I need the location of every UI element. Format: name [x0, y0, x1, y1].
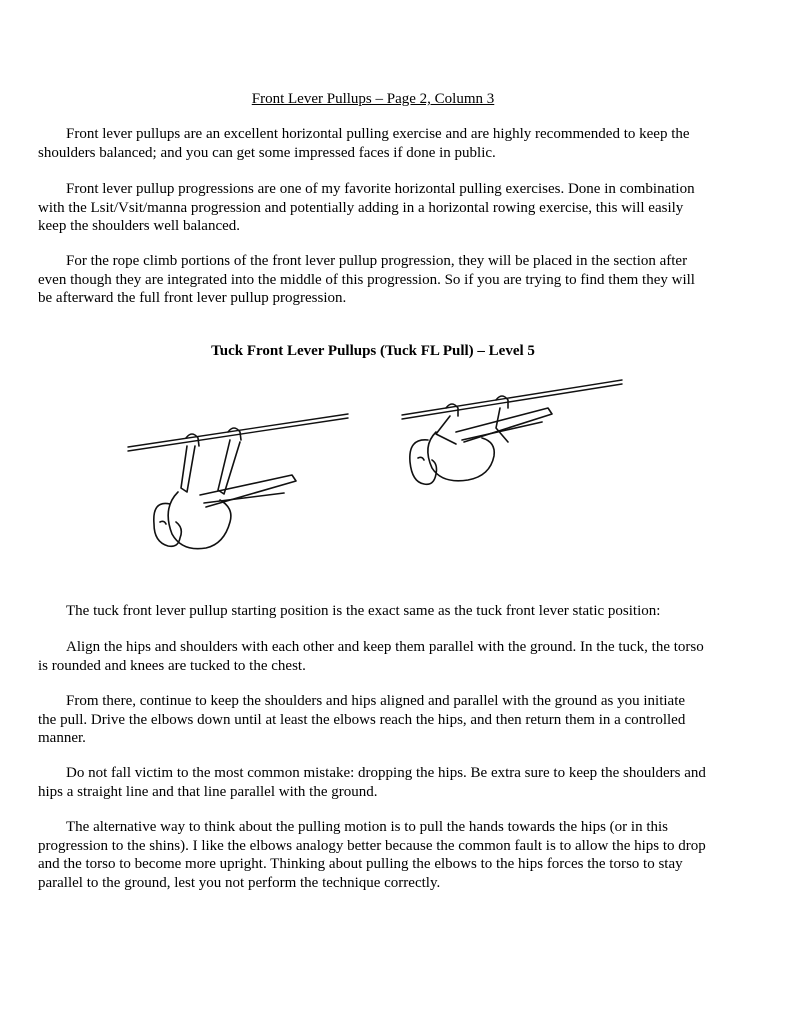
left-arm — [181, 446, 195, 492]
page-title: Front Lever Pullups – Page 2, Column 3 — [251, 91, 495, 107]
pullup-bar — [402, 380, 622, 415]
right-arm — [496, 408, 508, 442]
body-paragraph-3: From there, continue to keep the shoulders and hips aligned and parallel with the ground as you initiate the pull. Drive the elbows down until at least the elbows reach the hips, and then return them in a controlled manner. — [38, 693, 686, 746]
head — [410, 440, 437, 484]
body-paragraph-1: The tuck front lever pullup starting position is the exact same as the tuck front lever static position: — [66, 603, 661, 619]
intro-paragraph-1: Front lever pullups are an excellent horizontal pulling exercise and are highly recommended to keep the shoulders balanced; and you can get some impressed faces if done in public. — [38, 126, 690, 161]
tuck-front-lever-start-illustration — [120, 400, 360, 570]
right-arm — [218, 440, 240, 494]
intro-paragraph-3: For the rope climb portions of the front lever pullup progression, they will be placed in the section after even though they are integrated into the middle of this progression. So if you are trying to find them they will be afterward the full front lever pullup progression. — [38, 253, 695, 306]
body-paragraph-5: The alternative way to think about the pulling motion is to pull the hands towards the hips (or in this progression to the shins). I like the elbows analogy better because the common fault is to allow the hips to drop and the torso to become more upright. Thinking about pulling the elbows to the hips forces the torso to stay parallel to the ground, lest you not perform the technique correctly. — [38, 819, 706, 891]
intro-paragraph-2: Front lever pullup progressions are one of my favorite horizontal pulling exercises. Done in combination with the Lsit/Vsit/manna progression and potentially adding in a horizontal rowing exercise, this will easily keep the shoulders well balanced. — [38, 181, 695, 234]
left-arm — [436, 416, 456, 444]
section-heading: Tuck Front Lever Pullups (Tuck FL Pull) – Level 5 — [211, 343, 535, 359]
torso — [428, 432, 494, 481]
body-paragraph-4: Do not fall victim to the most common mistake: dropping the hips. Be extra sure to keep the shoulders and hips a straight line and that line parallel with the ground. — [38, 765, 706, 800]
tuck-front-lever-pulled-illustration — [396, 374, 626, 504]
torso — [168, 492, 231, 549]
body-paragraph-2: Align the hips and shoulders with each other and keep them parallel with the ground. In the tuck, the torso is rounded and knees are tucked to the chest. — [38, 639, 704, 674]
